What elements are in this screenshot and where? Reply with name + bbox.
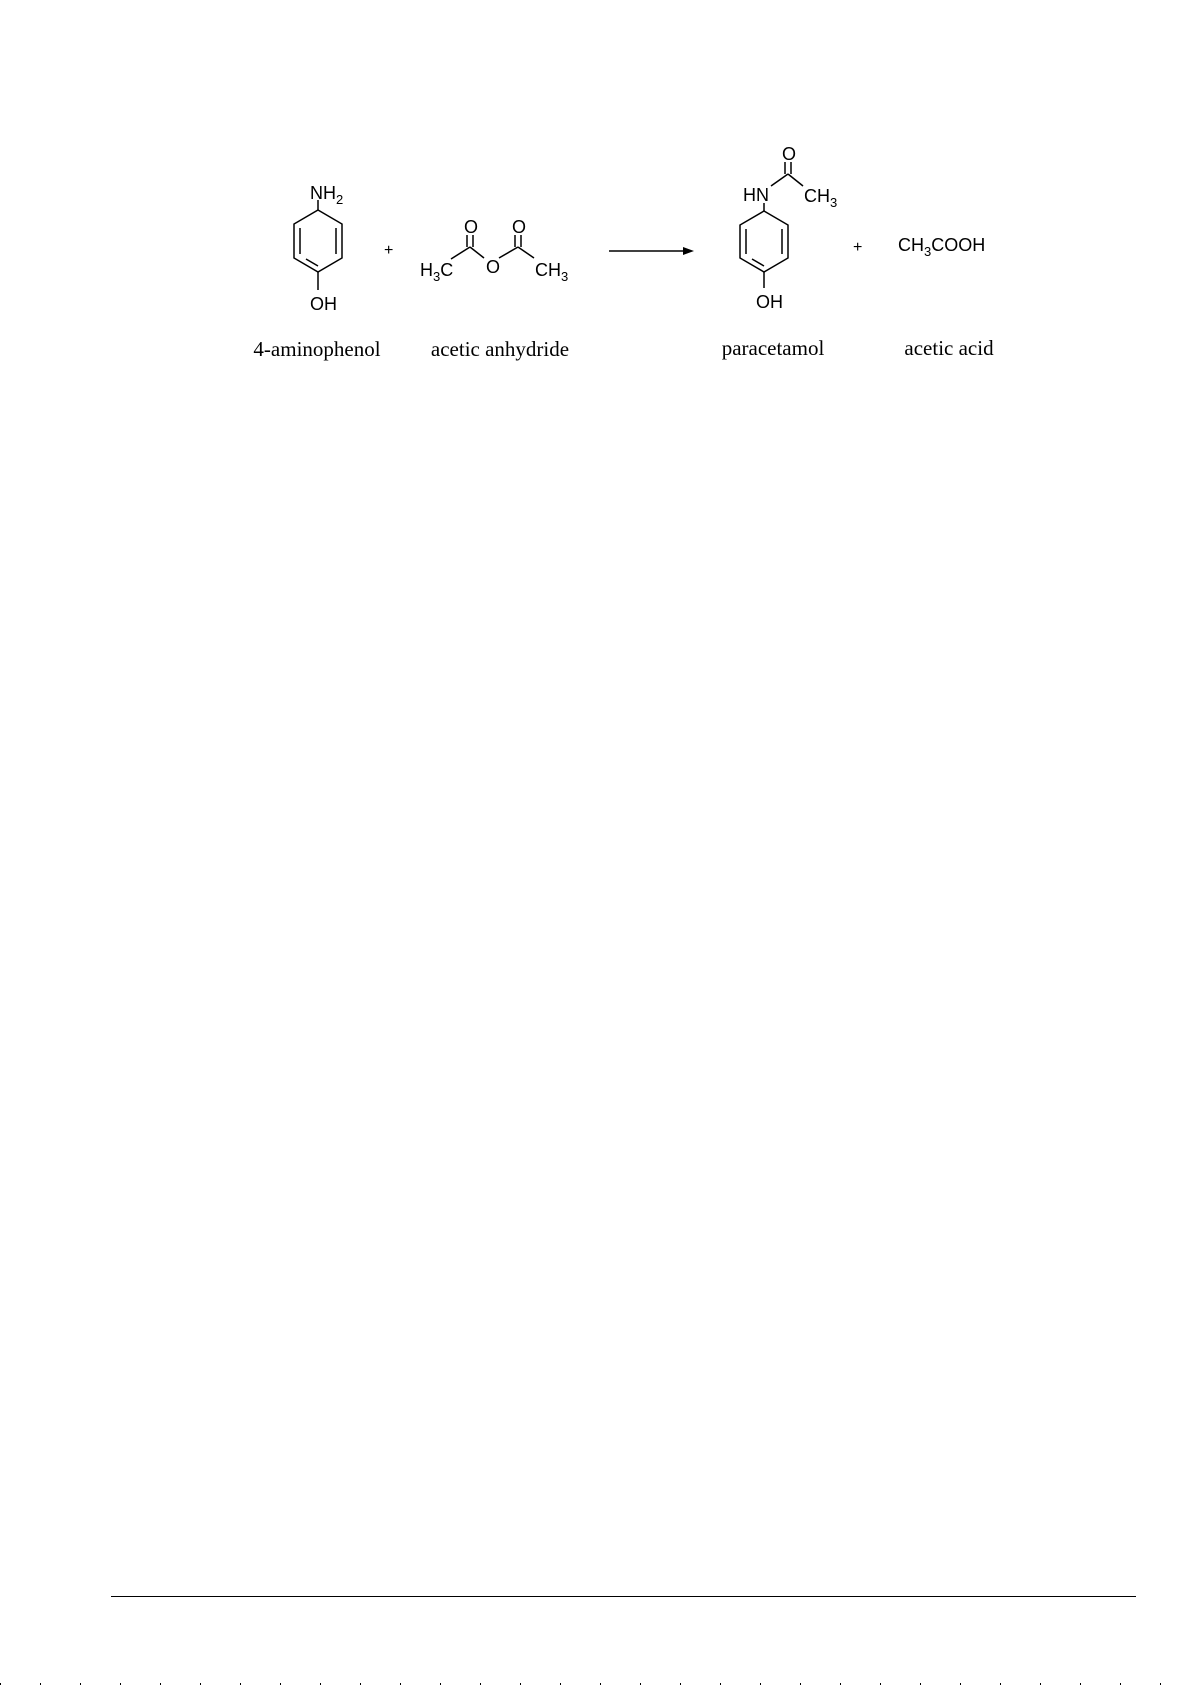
footer-rule [111,1596,1136,1597]
benzene-ring [740,211,788,272]
compound-name-acetic-acid: acetic acid [904,336,994,360]
bridge-oxygen-label: O [486,257,501,277]
reaction-arrow [609,247,694,255]
structure-acetic-anhydride [420,217,568,284]
amine-label: $NH_2$ [310,183,344,207]
carbonyl-oxygen-right-label: O [512,217,527,237]
carbonyl-oxygen-label: O [782,144,797,164]
compound-name-4-aminophenol: 4-aminophenol [253,337,381,361]
amide-nitrogen-label: HN [743,185,769,205]
benzene-ring [294,210,342,272]
compound-name-acetic-anhydride: acetic anhydride [430,337,570,361]
carbonyl-oxygen-left-label: O [464,217,479,237]
hydroxyl-label: OH [310,294,337,314]
methyl-right-label: $CH_3$ [535,260,569,284]
methyl-left-label: $H_3C$ [420,260,454,284]
acetic-acid-formula: $CH_3COOH$ [898,235,986,259]
hydroxyl-label: OH [756,292,783,312]
plus-sign-reactants: + [384,242,394,259]
compound-name-paracetamol: paracetamol [721,336,825,360]
structure-4-aminophenol [294,183,343,314]
methyl-label: $CH_3$ [804,186,838,210]
structure-paracetamol [740,144,837,312]
plus-sign-products: + [853,239,863,256]
